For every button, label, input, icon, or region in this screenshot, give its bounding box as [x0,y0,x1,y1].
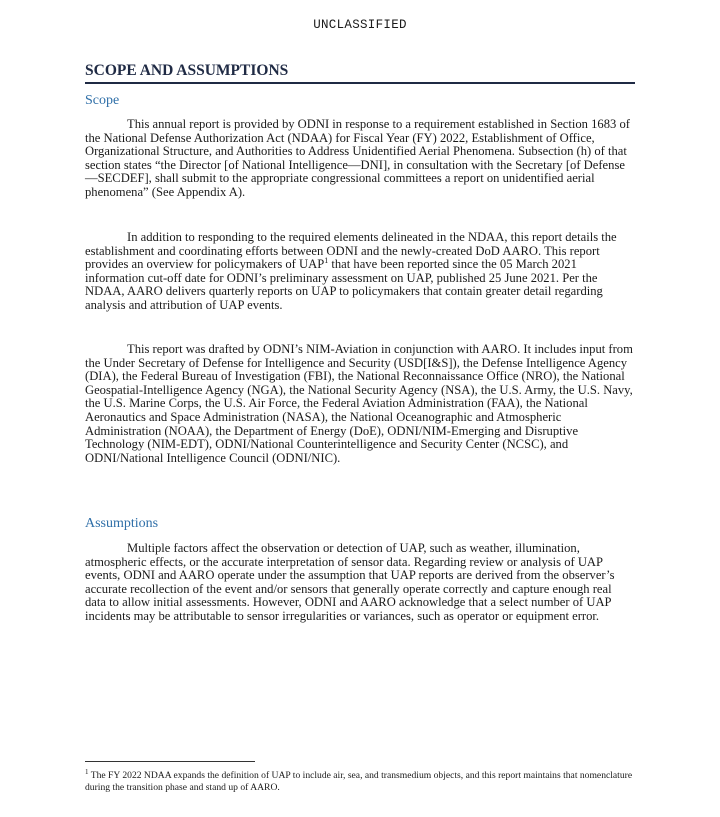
footnote [85,766,645,794]
assumptions-paragraph: Multiple factors affect the observation or detection of UAP, such as weather, illumination, atmospheric effects, or the accurate interpretation of sensor data. Regarding review or analysis of UAP events, ODNI and AARO operate under the assumption that UAP reports are derived from the observer’s accurate recollection of the event and/or sensors that generally operate correctly and capture enough real data to allow initial assessments. However, ODNI and AARO acknowledge that a select number of UAP incidents may be attributable to sensor irregularities or variances, such as operator or equipment error. [85,541,615,623]
footnote-divider [85,761,255,762]
scope-paragraph-2-text-b: that have been reported since the 05 March 2021 information cut-off date for ODNI’s preliminary assessment on UAP, published 25 June 2021. Per the NDAA, AARO delivers quarterly reports on UAP to policymakers that contain greater detail regarding analysis and attribution of UAP events. [85,257,603,312]
scope-paragraph-1: This annual report is provided by ODNI in response to a requirement established in Section 1683 of the National Defense Authorization Act (NDAA) for Fiscal Year (FY) 2022, Establishment of Office, Organizational Structure, and Authorities to Address Unidentified Aerial Phenomena. Subsection (h) of that section states “the Director [of National Intelligence—DNI], in consultation with the Secretary [of Defense—SECDEF], shall submit to the appropriate congressional committees a report on unidentified aerial phenomena” (See Appendix A). [85,117,630,199]
classification-marking: UNCLASSIFIED [313,18,407,32]
assumptions-heading: Assumptions [85,516,159,531]
scope-paragraph-2 [85,231,633,313]
scope-paragraph-3: This report was drafted by ODNI’s NIM-Aviation in conjunction with AARO. It includes input from the Under Secretary of Defense for Intelligence and Security (USD[I&S]), the Defense Intelligence Agency (DIA), the Federal Bureau of Investigation (FBI), the National Reconnaissance Office (NRO), the National Geospatial-Intelligence Agency (NGA), the National Security Agency (NSA), the U.S. Army, the U.S. Navy, the U.S. Marine Corps, the U.S. Air Force, the Federal Aviation Administration (FAA), the National Aeronautics and Space Administration (NASA), the National Oceanographic and Atmospheric Administration (NOAA), the Department of Energy (DoE), ODNI/NIM-Emerging and Disruptive Technology (NIM-EDT), ODNI/National Counterintelligence and Security Center (NCSC), and ODNI/National Intelligence Council (ODNI/NIC). [85,342,633,465]
scope-paragraph-2-text-a: In addition to responding to the required elements delineated in the NDAA, this report details the establishment and coordinating efforts between ODNI and the newly-created DoD AARO. This report provides an overview for policymakers of UAP [85,230,617,272]
scope-heading: Scope [85,93,120,108]
footnote-reference[interactable]: 1 [324,256,329,265]
footnote-mark: 1 [85,768,89,776]
footnote-text: The FY 2022 NDAA expands the definition of UAP to include air, sea, and transmedium objects, and this report maintains that nomenclature during the transition phase and stand up of AARO. [85,770,633,794]
title-rule [85,82,635,84]
page-title: SCOPE AND ASSUMPTIONS [85,62,289,79]
